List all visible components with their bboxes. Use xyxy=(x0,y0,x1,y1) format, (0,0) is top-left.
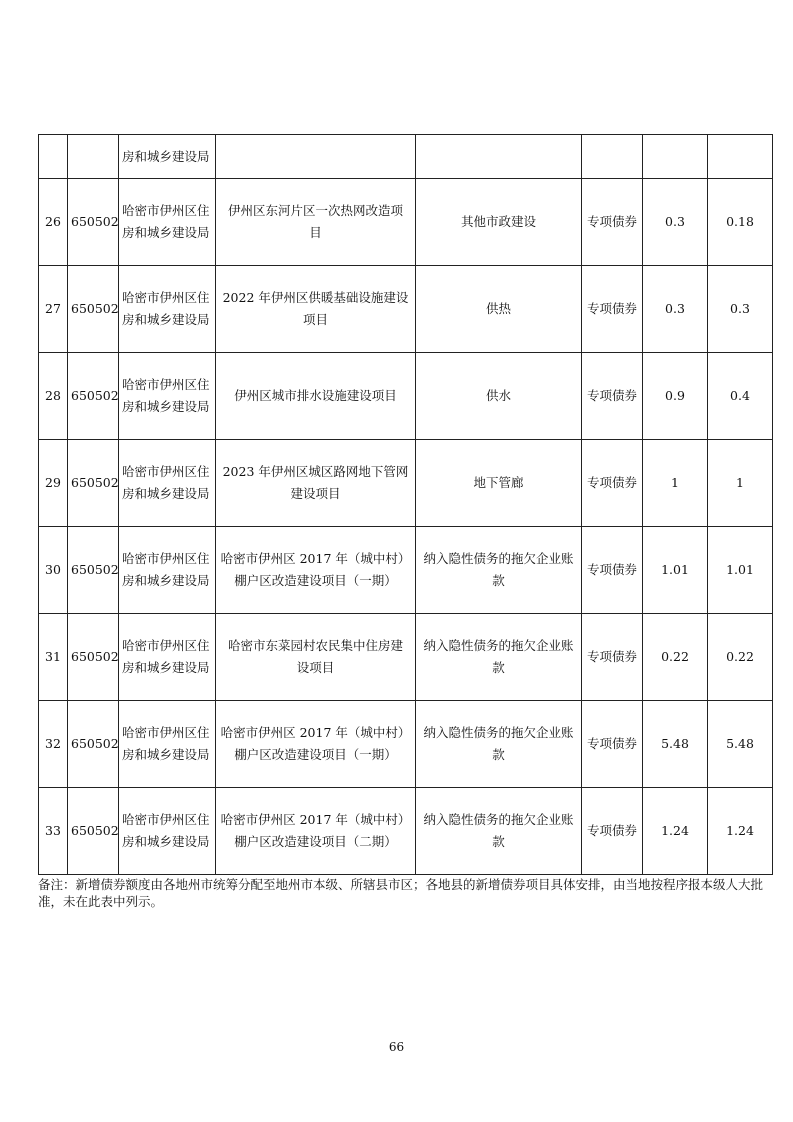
cell-code xyxy=(68,353,119,440)
table-footnote: 备注：新增债券额度由各地州市统筹分配至地州市本级、所辖县市区；各地县的新增债券项目具体安排，由当地按程序报本级人大批准，未在此表中列示。 xyxy=(38,877,764,909)
cell-code xyxy=(68,527,119,614)
cell-amount-1 xyxy=(643,527,708,614)
table-row xyxy=(39,266,773,353)
cell-category-text: 供水 xyxy=(485,388,511,403)
cell-amount-2 xyxy=(708,701,773,788)
cell-category-text: 纳入隐性债务的拖欠企业账 xyxy=(423,812,574,827)
cell-bond-type-text: 专项债券 xyxy=(586,475,637,490)
cell-department-text: 房和城乡建设局 xyxy=(122,834,210,849)
cell-department-text: 房和城乡建设局 xyxy=(122,312,210,327)
cell-amount-1 xyxy=(643,788,708,875)
cell-bond-type xyxy=(582,353,643,440)
cell-project xyxy=(216,614,416,701)
cell-bond-type-text: 专项债券 xyxy=(586,214,637,229)
cell-no xyxy=(39,135,68,179)
cell-category xyxy=(416,614,582,701)
cell-code xyxy=(68,701,119,788)
cell-bond-type-text: 专项债券 xyxy=(586,388,637,403)
cell-amount-2 xyxy=(708,527,773,614)
cell-category xyxy=(416,179,582,266)
page-number: 66 xyxy=(388,1040,405,1054)
cell-no-text: 27 xyxy=(45,301,61,316)
cell-amount-2 xyxy=(708,353,773,440)
cell-category-text: 其他市政建设 xyxy=(460,214,536,229)
cell-project-text: 设项目 xyxy=(296,660,335,675)
cell-project-text: 2023 年伊州区城区路网地下管网 xyxy=(222,464,409,479)
cell-amount-1 xyxy=(643,135,708,179)
cell-department-text: 房和城乡建设局 xyxy=(122,660,210,675)
cell-department-text: 房和城乡建设局 xyxy=(122,399,210,414)
cell-project-text: 建设项目 xyxy=(290,486,341,501)
cell-category-text: 供热 xyxy=(485,301,511,316)
cell-amount-1-text: 1.24 xyxy=(661,823,689,838)
cell-amount-1-text: 1.01 xyxy=(661,562,689,577)
cell-code xyxy=(68,135,119,179)
cell-no-text: 33 xyxy=(45,823,61,838)
cell-code xyxy=(68,440,119,527)
cell-project xyxy=(216,701,416,788)
cell-code-text: 650502 xyxy=(71,562,119,577)
cell-department-text: 房和城乡建设局 xyxy=(122,486,210,501)
cell-amount-1 xyxy=(643,614,708,701)
cell-department xyxy=(119,788,216,875)
cell-code-text: 650502 xyxy=(71,475,119,490)
cell-project-text: 哈密市伊州区 2017 年（城中村） xyxy=(220,812,411,827)
cell-amount-1 xyxy=(643,353,708,440)
cell-project-text: 棚户区改造建设项目（二期） xyxy=(234,834,397,849)
table-row xyxy=(39,353,773,440)
cell-no xyxy=(39,788,68,875)
cell-amount-2-text: 0.22 xyxy=(726,649,754,664)
cell-amount-1 xyxy=(643,179,708,266)
cell-amount-2 xyxy=(708,440,773,527)
table-row xyxy=(39,527,773,614)
table-row xyxy=(39,179,773,266)
cell-project xyxy=(216,788,416,875)
cell-code-text: 650502 xyxy=(71,301,119,316)
cell-amount-2 xyxy=(708,788,773,875)
cell-department xyxy=(119,527,216,614)
cell-department-text: 房和城乡建设局 xyxy=(122,747,210,762)
cell-code xyxy=(68,179,119,266)
cell-no xyxy=(39,701,68,788)
cell-bond-type xyxy=(582,614,643,701)
cell-department-text: 哈密市伊州区住 xyxy=(122,377,210,392)
cell-code xyxy=(68,614,119,701)
cell-code-text: 650502 xyxy=(71,649,119,664)
cell-amount-2 xyxy=(708,614,773,701)
debt-project-table xyxy=(38,134,773,875)
cell-amount-1 xyxy=(643,440,708,527)
cell-project-text: 哈密市伊州区 2017 年（城中村） xyxy=(220,725,411,740)
table-row xyxy=(39,788,773,875)
cell-bond-type-text: 专项债券 xyxy=(586,301,637,316)
cell-department xyxy=(119,266,216,353)
cell-bond-type xyxy=(582,440,643,527)
cell-no-text: 29 xyxy=(45,475,61,490)
cell-bond-type-text: 专项债券 xyxy=(586,562,637,577)
cell-bond-type xyxy=(582,527,643,614)
cell-category xyxy=(416,788,582,875)
cell-category xyxy=(416,135,582,179)
cell-bond-type xyxy=(582,179,643,266)
cell-bond-type-text: 专项债券 xyxy=(586,823,637,838)
cell-category-text: 纳入隐性债务的拖欠企业账 xyxy=(423,725,574,740)
cell-no xyxy=(39,614,68,701)
cell-department: 房和城乡建设局 xyxy=(119,135,216,179)
cell-amount-2-text: 5.48 xyxy=(726,736,754,751)
cell-project-text: 哈密市伊州区 2017 年（城中村） xyxy=(220,551,411,566)
cell-bond-type-text: 专项债券 xyxy=(586,649,637,664)
cell-bond-type-text: 专项债券 xyxy=(586,736,637,751)
cell-department-text: 哈密市伊州区住 xyxy=(122,551,210,566)
cell-amount-1-text: 0.3 xyxy=(665,301,685,316)
cell-project-text: 棚户区改造建设项目（一期） xyxy=(234,747,397,762)
cell-bond-type xyxy=(582,266,643,353)
cell-category-text: 纳入隐性债务的拖欠企业账 xyxy=(423,638,574,653)
cell-department-text: 房和城乡建设局 xyxy=(122,573,210,588)
cell-project-text: 伊州区东河片区一次热网改造项 xyxy=(227,203,403,218)
cell-project xyxy=(216,135,416,179)
cell-category-text: 纳入隐性债务的拖欠企业账 xyxy=(423,551,574,566)
cell-project xyxy=(216,440,416,527)
cell-no-text: 31 xyxy=(45,649,61,664)
cell-project-text: 2022 年伊州区供暖基础设施建设 xyxy=(222,290,409,305)
cell-code-text: 650502 xyxy=(71,214,119,229)
cell-department-text: 哈密市伊州区住 xyxy=(122,203,210,218)
cell-amount-1 xyxy=(643,701,708,788)
cell-no-text: 26 xyxy=(45,214,61,229)
cell-no-text: 28 xyxy=(45,388,61,403)
cell-department-text: 房和城乡建设局 xyxy=(122,225,210,240)
cell-amount-2 xyxy=(708,179,773,266)
cell-amount-1 xyxy=(643,266,708,353)
cell-department-text: 哈密市伊州区住 xyxy=(122,812,210,827)
cell-code-text: 650502 xyxy=(71,823,119,838)
cell-amount-1-text: 1 xyxy=(671,475,679,490)
cell-department-text: 哈密市伊州区住 xyxy=(122,725,210,740)
cell-amount-1-text: 5.48 xyxy=(661,736,689,751)
cell-department xyxy=(119,440,216,527)
table-row xyxy=(39,614,773,701)
cell-no xyxy=(39,266,68,353)
cell-bond-type xyxy=(582,701,643,788)
cell-code xyxy=(68,266,119,353)
cell-department-text: 哈密市伊州区住 xyxy=(122,290,210,305)
cell-department xyxy=(119,353,216,440)
cell-amount-1-text: 0.9 xyxy=(665,388,685,403)
cell-category-text: 款 xyxy=(492,573,505,588)
cell-code-text: 650502 xyxy=(71,736,119,751)
table-row xyxy=(39,440,773,527)
cell-code xyxy=(68,788,119,875)
cell-department-text: 哈密市伊州区住 xyxy=(122,464,210,479)
cell-category xyxy=(416,440,582,527)
cell-no xyxy=(39,440,68,527)
cell-amount-2-text: 1 xyxy=(736,475,744,490)
cell-amount-1-text: 0.3 xyxy=(665,214,685,229)
cell-category-text: 款 xyxy=(492,660,505,675)
cell-no xyxy=(39,353,68,440)
cell-amount-1-text: 0.22 xyxy=(661,649,689,664)
cell-no-text: 32 xyxy=(45,736,61,751)
cell-no xyxy=(39,527,68,614)
cell-department xyxy=(119,614,216,701)
cell-department xyxy=(119,701,216,788)
cell-amount-2 xyxy=(708,135,773,179)
cell-category xyxy=(416,266,582,353)
cell-project-text: 哈密市东菜园村农民集中住房建 xyxy=(227,638,403,653)
cell-project xyxy=(216,179,416,266)
cell-category xyxy=(416,527,582,614)
cell-category-text: 款 xyxy=(492,747,505,762)
cell-amount-2-text: 1.24 xyxy=(726,823,754,838)
cell-category xyxy=(416,353,582,440)
cell-amount-2 xyxy=(708,266,773,353)
cell-no-text: 30 xyxy=(45,562,61,577)
cell-bond-type xyxy=(582,788,643,875)
cell-category xyxy=(416,701,582,788)
cell-department xyxy=(119,179,216,266)
cell-amount-2-text: 0.4 xyxy=(730,388,750,403)
cell-category-text: 款 xyxy=(492,834,505,849)
cell-amount-2-text: 0.3 xyxy=(730,301,750,316)
cell-project xyxy=(216,266,416,353)
table-row xyxy=(39,701,773,788)
cell-amount-2-text: 1.01 xyxy=(726,562,754,577)
cell-project-text: 棚户区改造建设项目（一期） xyxy=(234,573,397,588)
cell-project-text: 目 xyxy=(309,225,322,240)
cell-no xyxy=(39,179,68,266)
cell-code-text: 650502 xyxy=(71,388,119,403)
cell-bond-type xyxy=(582,135,643,179)
cell-project-text: 伊州区城市排水设施建设项目 xyxy=(234,388,397,403)
table-row-continued xyxy=(39,135,773,179)
cell-project xyxy=(216,353,416,440)
cell-category-text: 地下管廊 xyxy=(473,475,524,490)
cell-amount-2-text: 0.18 xyxy=(726,214,754,229)
cell-department-text: 哈密市伊州区住 xyxy=(122,638,210,653)
cell-project-text: 项目 xyxy=(302,312,328,327)
cell-project xyxy=(216,527,416,614)
